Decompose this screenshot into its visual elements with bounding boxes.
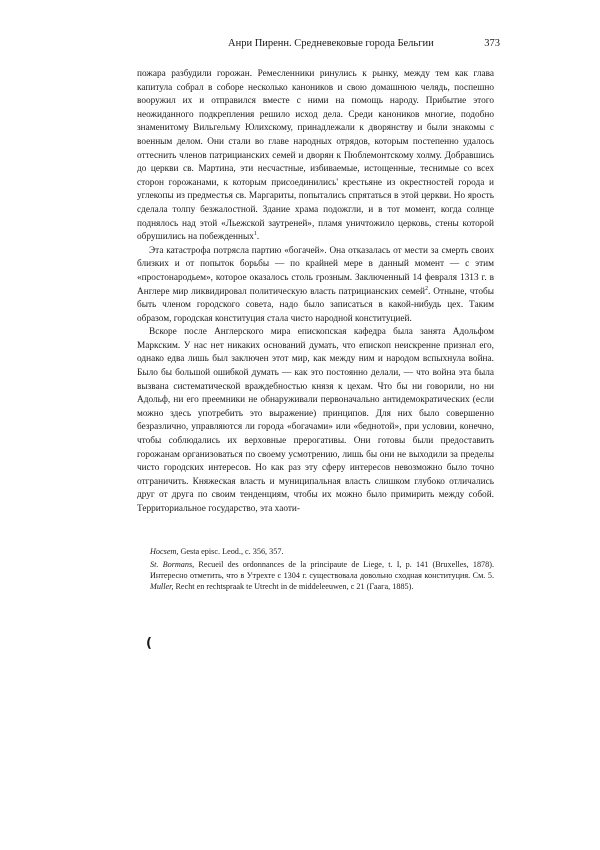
paragraph-2-text-b: . Отныне, чтобы быть членом городского совета, надо было записаться в какой-нибудь цех. Таким образом, городская конституция стала чисто народной конституцией.	[137, 286, 494, 324]
running-header	[120, 38, 500, 54]
footnote-2-author: St. Bormans,	[150, 560, 195, 569]
footnote-2	[150, 559, 494, 592]
paragraph-2-text-a: Эта катастрофа потрясла партию «богачей». Она отказалась от мести за смерть своих близких и от попыток борьбы — по крайней мере в данный момент — с этим «простонародьем», которое оказалось столь грозным. Заключенный 14 февраля 1313 г. в Англере мир ликвидировал политическую власть патрицианских семей	[137, 245, 494, 297]
main-text	[137, 68, 494, 517]
footnote-1-author: Hocsem,	[150, 547, 179, 556]
paragraph-1-text: пожара разбудили горожан. Ремесленники ринулись к рынку, между тем как глава капитула собрал в соборе несколько каноников и свою домашнюю челядь, поспешно вооружил их и отправился вместе с ними на помощь народу. Прибытие этого неожиданного подкрепления решило исход дела. Среди каноников многие, подобно знаменитому Вильгельму Юлихскому, принадлежали к дворянству и были знакомы с военным делом. Они стали во главе народных отрядов, которым постепенно удалось оттеснить членов патрицианских семей и дворян к Пюблемонтскому холму. Добравшись до церкви св. Мартина, эти несчастные, избиваемые, истощенные, теснимые со всех сторон горожанами, к которым присоединились' крестьяне из окрестностей города и углекопы из предместья св. Маргариты, попытались спрятаться в этой церкви. Но ярость сделала толпу безжалостной. Здание храма подожгли, и в тот момент, когда солнце поднялось над этой «Льежской заутреней», пламя уничтожило церковь, стены которой обрушились на побежденных	[137, 69, 494, 243]
footnote-2-author-2: Muller,	[150, 582, 174, 591]
footnote-2-text-2: Recht en rechtspraak te Utrecht in de middeleeuwen, с 21 (Гаага, 1885).	[173, 582, 414, 591]
footnote-1-text: Gesta episc. Leod., с. 356, 357.	[178, 547, 284, 556]
paragraph-3: Вскоре после Англерского мира епископская кафедра была занята Адольфом Маркским. У нас нет никаких оснований думать, что епископ неискренне признал его, однако едва лишь был заключен этот мир, как между ним и народом вспыхнула война. Было бы большой ошибкой думать — как это постоянно делали, — что война эта была вызвана систематической враждебностью князя к цехам. Что бы ни говорили, но ни Адольф, ни его преемники не обнаруживали первоначально антидемократических (если можно здесь употребить это выражение) принципов. Для них было совершенно безразлично, управляются ли города «богачами» или «беднотой», при условии, конечно, чтобы соблюдались их верховные прерогативы. Они готовы были предоставить горожанам организоваться по своему усмотрению, лишь бы они не выходили за пределы чисто городских интересов. Но как раз эту сферу интересов невозможно было точно отграничить. Княжеская власть и муниципальная власть слишком глубоко отличались друг от друга по своим тенденциям, чтобы их можно было примирить между собой. Территориальное государство, эта хаоти-	[137, 327, 494, 514]
paragraph-1-end: .	[256, 232, 260, 243]
footnote-ref-2: 2	[424, 285, 428, 292]
paragraph-2	[137, 245, 494, 327]
running-title: Анри Пиренн. Средневековые города Бельгии	[228, 38, 434, 49]
stray-mark: (	[146, 636, 152, 651]
footnote-ref-1: 1	[253, 231, 257, 238]
footnote-2-text: Recueil des ordonnances de la principaute de Liege, t. I, p. 141 (Bruxelles, 1878). Интересно отметить, что в Утрехте с 1304 г. существовала довольно сходная конституция. См. 5.	[150, 560, 494, 580]
paragraph-1	[137, 68, 494, 245]
footnote-1	[150, 546, 494, 557]
page-number: 373	[484, 38, 500, 49]
footnotes	[150, 546, 494, 594]
